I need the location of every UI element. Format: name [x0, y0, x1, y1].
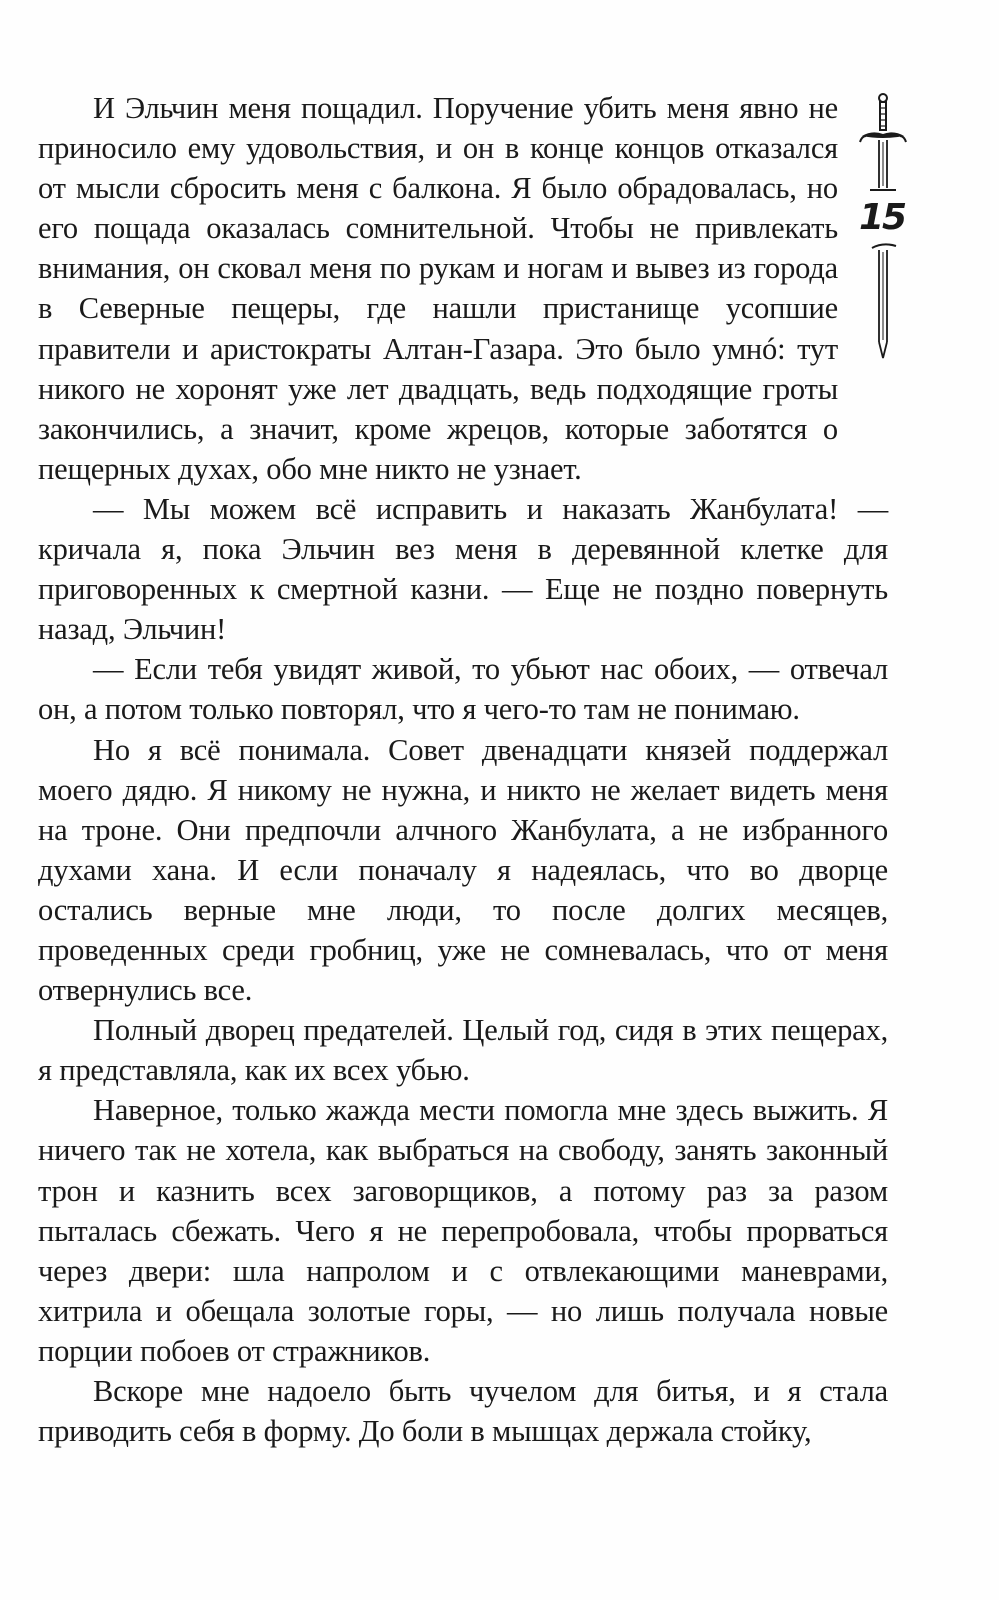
paragraph: Вскоре мне надоело быть чучелом для битья, и я стала приводить себя в форму. До боли в мышцах держала стойку,	[38, 1374, 888, 1449]
paragraph: Но я всё понимала. Совет двенадцати князей поддержал моего дядю. Я никому не нужна, и никто не желает видеть меня на троне. Они предпочли алчного Жанбулата, а не избранного духами хана. И если поначалу я надеялась, что во дворце остались верные мне люди, то после долгих месяцев, проведенных среди гробниц, уже не сомневалась, что от меня отвернулись все.	[38, 732, 888, 1008]
page-number: 15	[858, 197, 906, 238]
paragraph: И Эльчин меня пощадил. Поручение убить меня явно не приносило ему удовольствия, и он в конце концов отказался от мысли сбросить меня с балкона. Я было обрадовалась, но его пощада оказалась сомнительной. Чтобы не привлекать внимания, он сковал меня по рукам и ногам и вывез из города в Северные пещеры, где нашли пристанище усопшие правители и аристократы Алтан-Газара. Это было умнó: тут никого не хоронят уже лет двадцать, ведь подходящие гроты закончились, а значит, кроме жрецов, которые заботятся о пещерных духах, обо мне никто не узнает.	[38, 91, 838, 486]
paragraph: Полный дворец предателей. Целый год, сидя в этих пещерах, я представляла, как их всех убью.	[38, 1013, 888, 1088]
paragraph: Наверное, только жажда мести помогла мне здесь выжить. Я ничего так не хотела, как выбраться на свободу, занять законный трон и казнить всех заговорщиков, а потому раз за разом пыталась сбежать. Чего я не перепробовала, чтобы прорваться через двери: шла напролом и с отвлекающими маневрами, хитрила и обещала золотые горы, — но лишь получала новые порции побоев от стражников.	[38, 1093, 888, 1368]
paragraph: — Мы можем всё исправить и наказать Жанбулата! — кричала я, пока Эльчин вез меня в деревянной клетке для приговоренных к смертной казни. — Еще не поздно повернуть назад, Эльчин!	[38, 491, 888, 647]
paragraph: — Если тебя увидят живой, то убьют нас обоих, — отвечал он, а потом только повторял, что я чего-то там не понимаю.	[38, 652, 888, 727]
